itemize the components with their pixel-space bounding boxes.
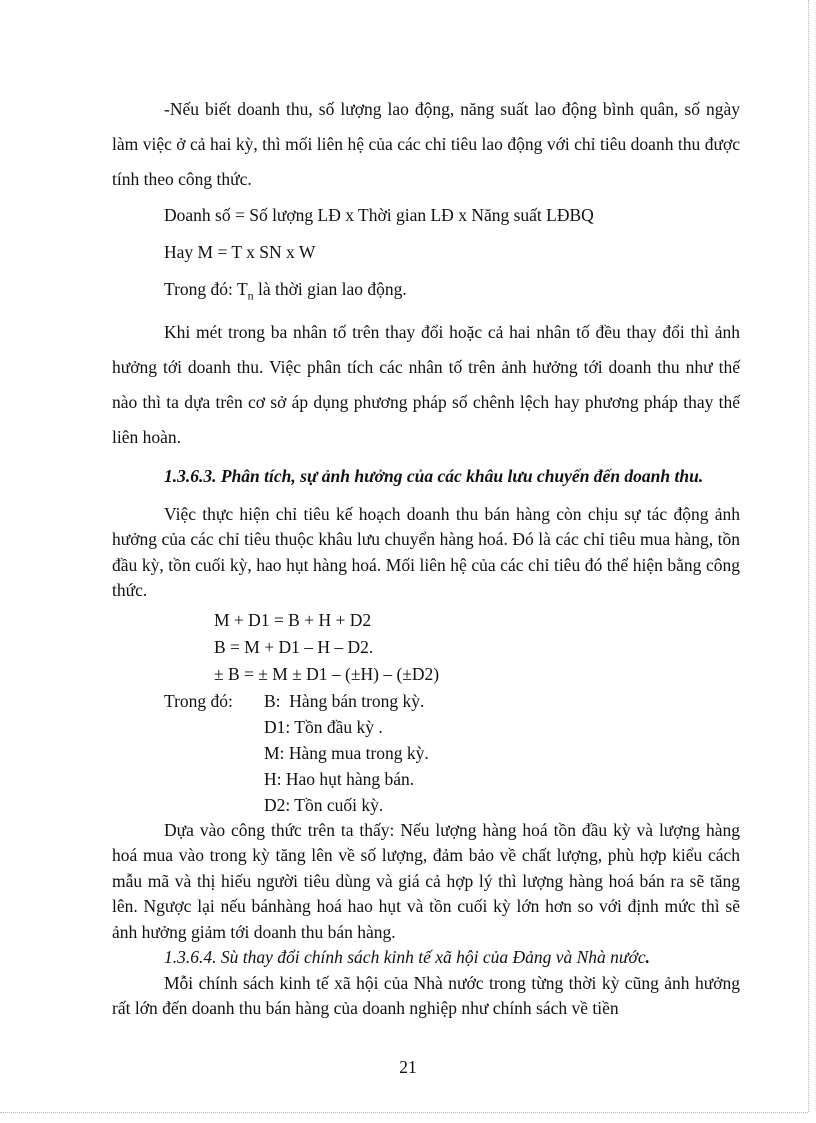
paragraph-circulation: Việc thực hiện chỉ tiêu kế hoạch doanh thu bán hàng còn chịu sự tác động ảnh hưởng của các chỉ tiêu thuộc khâu lưu chuyển hàng hoá. Đó là các chỉ tiêu mua hàng, tồn đầu kỳ, tồn cuối kỳ, hao hụt hàng hoá. Mối liên hệ của các chỉ tiêu đó thể hiện bằng công thức. [112,503,740,600]
paragraph-policy: Mỗi chính sách kinh tế xã hội của Nhà nước trong từng thời kỳ cũng ảnh hưởng rất lớn đến doanh thu bán hàng của doanh nghiệp như chính sách về tiền [112,972,740,1018]
where-row-d2 [112,792,740,818]
formula-2: B = M + D1 – H – D2. [214,636,374,657]
where-row-m [112,740,740,766]
where-spacer [112,714,264,740]
where-sym: H: [264,768,282,789]
where-definitions [112,688,740,818]
page-body [112,92,740,1022]
paragraph-analysis: Dựa vào công thức trên ta thấy: Nếu lượng hàng hoá tồn đầu kỳ và lượng hàng hoá mua vào trong kỳ tăng lên về số lượng, đảm bảo về chất lượng, phù hợp kiểu cách mẫu mã và thị hiếu người tiêu dùng và giá cả hợp lý thì lượng hàng hoá bán ra sẽ tăng lên. Ngược lại nếu bánhàng hoá hao hụt và tồn cuối kỳ lớn hơn so với định mức thì sẽ ảnh hưởng giảm tới doanh thu bán hàng. [112,819,740,942]
formula-1: M + D1 = B + H + D2 [214,609,372,630]
heading-1-3-6-4 [112,945,740,971]
page-number: 21 [399,1057,417,1077]
formula-revenue [112,197,740,234]
where-spacer [112,792,264,818]
where-sym: D2: [264,794,291,815]
page-border-bottom [0,1112,808,1113]
heading-1-3-6-4-text: 1.3.6.4. Sù thay đổi chính sách kinh tế xã hội của Đảng và Nhà nước [164,947,646,967]
formula-revenue-underlined: g [304,205,314,225]
where-sym: D1: [264,716,291,737]
formula-revenue-suffix: LĐ x Thời gian LĐ x Năng suất LĐBQ [313,205,594,225]
heading-1-3-6-3: 1.3.6.3. Phân tích, sự ảnh hưởng của các khâu lưu chuyển đến doanh thu. [164,465,704,486]
page-border-right [808,0,809,1112]
where-row-h [112,766,740,792]
where-spacer [112,740,264,766]
where-sym: B: [264,690,281,711]
where-spacer [112,766,264,792]
where-desc: Hao hụt hàng bán. [281,768,415,789]
paragraph-factor-change: Khi mét trong ba nhân tố trên thay đổi hoặc cả hai nhân tố đều thay đổi thì ảnh hưởng tới doanh thu. Việc phân tích các nhân tố trên ảnh hưởng tới doanh thu như thế nào thì ta dựa trên cơ sở áp dụng phương pháp số chênh lệch hay phương pháp thay thế liên hoàn. [112,321,740,447]
where-time [112,271,740,315]
where-row-d1 [112,714,740,740]
where-desc: Tồn đầu kỳ . [290,716,383,737]
where-time-prefix: Trong đó: T [164,279,248,299]
where-time-subscript: n [247,288,254,303]
where-sym: M: [264,742,285,763]
formula-list [112,607,740,688]
paragraph-labour-link: -Nếu biết doanh thu, số lượng lao động, năng suất lao động bình quân, số ngày làm việc ở cả hai kỳ, thì mối liên hệ của các chỉ tiêu lao động với chỉ tiêu doanh thu được tính theo công thức. [112,99,740,189]
formula-short: Hay M = T x SN x W [164,242,316,262]
where-row-b [112,688,740,714]
formula-3: ± B = ± M ± D1 – (±H) – (±D2) [214,663,440,684]
where-label: Trong đó: [164,690,233,711]
heading-1-3-6-4-end: . [645,947,650,967]
formula-revenue-prefix: Doanh số = Số lượn [164,205,305,225]
where-desc: Hàng bán trong kỳ. [280,690,425,711]
where-desc: Tồn cuối kỳ. [290,794,384,815]
where-time-suffix: là thời gian lao động. [253,279,407,299]
where-desc: Hàng mua trong kỳ. [284,742,429,763]
